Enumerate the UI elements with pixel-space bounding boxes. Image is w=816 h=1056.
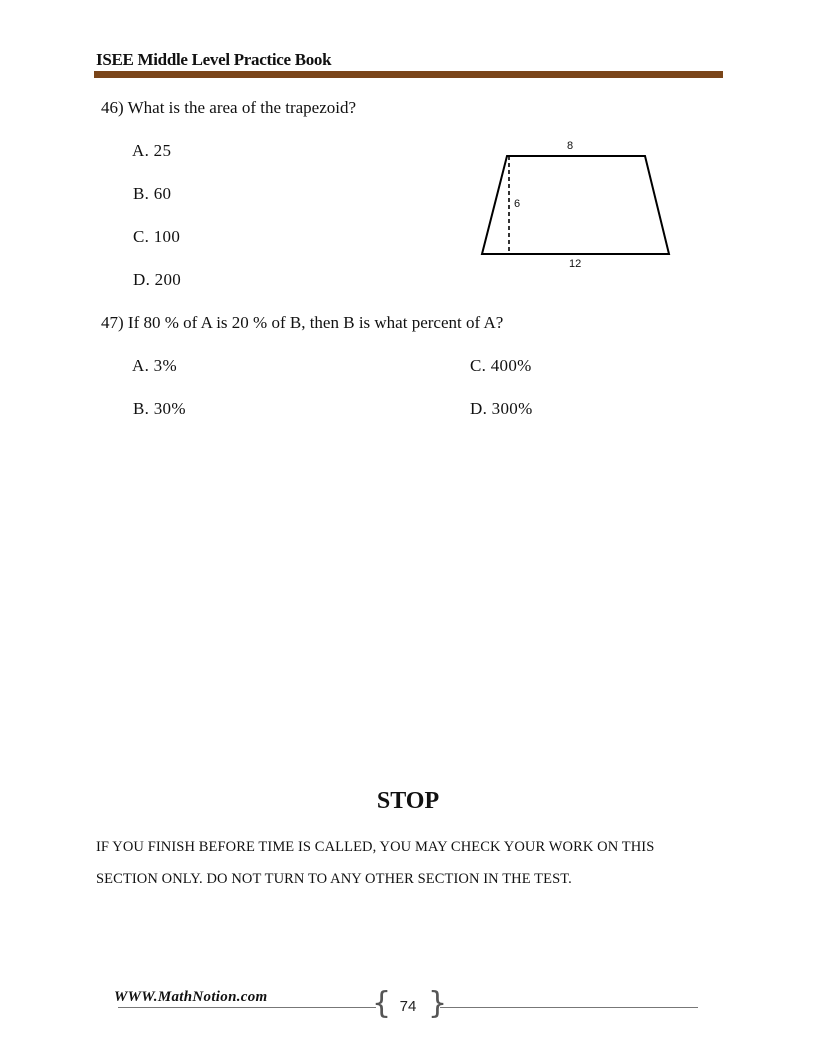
question-46-prompt: 46) What is the area of the trapezoid?	[101, 98, 357, 117]
question-47-option-c: C. 400%	[470, 356, 532, 375]
trapezoid-shape	[482, 156, 669, 254]
page-number: 74	[399, 998, 417, 1015]
left-brace-icon: {	[372, 986, 392, 1021]
stop-heading: STOP	[376, 788, 440, 814]
trapezoid-top-label: 8	[567, 140, 574, 152]
footer-rule-left	[118, 1007, 376, 1008]
book-title: ISEE Middle Level Practice Book	[96, 50, 332, 69]
question-47-prompt: 47) If 80 % of A is 20 % of B, then B is what percent of A?	[101, 313, 504, 332]
question-46-option-c: C. 100	[133, 227, 181, 246]
question-46-option-a: A. 25	[132, 141, 172, 160]
question-47-option-a: A. 3%	[132, 356, 177, 375]
question-47-option-d: D. 300%	[470, 399, 533, 418]
header-rule	[94, 71, 723, 78]
right-brace-icon: }	[428, 986, 448, 1021]
question-46-option-b: B. 60	[133, 184, 172, 203]
stop-notice-line-2: SECTION ONLY. DO NOT TURN TO ANY OTHER SECTION IN THE TEST.	[96, 871, 572, 887]
footer-website: WWW.MathNotion.com	[114, 989, 268, 1005]
footer-rule-right	[440, 1007, 698, 1008]
trapezoid-bottom-label: 12	[569, 258, 582, 270]
stop-notice-line-1: IF YOU FINISH BEFORE TIME IS CALLED, YOU MAY CHECK YOUR WORK ON THIS	[96, 839, 655, 855]
trapezoid-figure	[470, 134, 680, 274]
trapezoid-height-label: 6	[514, 198, 521, 210]
question-47-option-b: B. 30%	[133, 399, 186, 418]
question-46-option-d: D. 200	[133, 270, 182, 289]
